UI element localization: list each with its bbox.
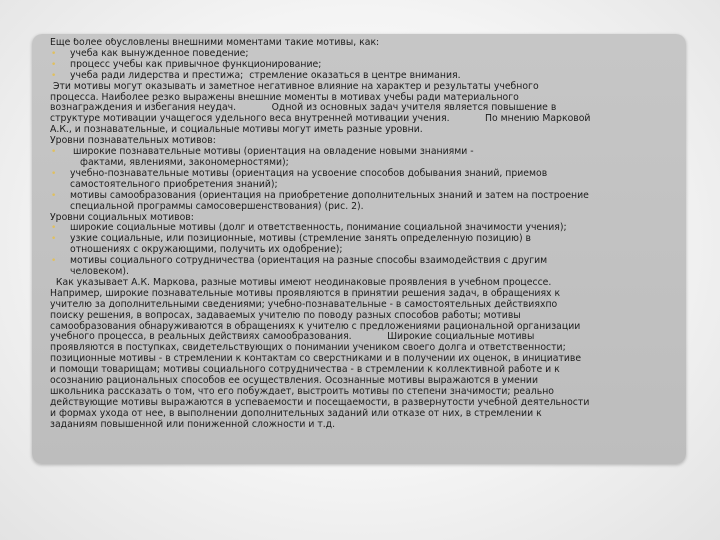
slide-text xyxy=(50,38,678,458)
intro-line: Еще более обусловлены внешними моментами такие мотивы, как: xyxy=(50,38,380,48)
paragraph-line: А.К., и познавательные, и социальные мотивы могут иметь разные уровни. xyxy=(50,124,423,136)
list-item-continuation: самостоятельного приобретения знаний); xyxy=(70,178,278,190)
bullet-icon: • xyxy=(51,147,57,158)
list-item: • мотивы социального сотрудничества (ориентация на разные способы взаимодействия с другим xyxy=(51,255,548,267)
list-item: • учебно-познавательные мотивы (ориентация на усвоение способов добывания знаний, приемов xyxy=(51,167,548,179)
section-heading: Уровни социальных мотивов: xyxy=(50,211,194,223)
list-item: • учеба как вынужденное поведение; xyxy=(51,47,249,59)
paragraph-line: структуре мотивации учащегося удельного веса внутренней мотивации учения. По мнению Марковой xyxy=(50,113,591,125)
list-item: • узкие социальные, или позиционные, мотивы (стремление занять определенную позицию) в xyxy=(51,233,532,245)
paragraph-line: процесса. Наиболее резко выражены внешние моменты в мотивах учебы ради материального xyxy=(50,91,519,103)
paragraph-line: вознаграждения и избегания неудач. Одной из основных задач учителя является повышение в xyxy=(50,102,557,114)
paragraph-line: самообразования обнаруживаются в обращениях к учителю с предложениями рациональной организации xyxy=(50,320,581,332)
paragraph-line: учебного процесса, в реальных действиях самообразования. Широкие социальные мотивы xyxy=(50,331,535,343)
list-item-continuation: специальной программы самосовершенствования) (рис. 2). xyxy=(70,200,364,212)
paragraph-line: учителю за дополнительными сведениями; учебно-познавательные - в самостоятельных действияхпо xyxy=(50,298,558,310)
list-item: • учеба ради лидерства и престижа; стремление оказаться в центре внимания. xyxy=(51,69,461,81)
bullet-icon: • xyxy=(51,168,57,179)
paragraph-line: проявляются в поступках, свидетельствующих о понимании учеником своего долга и ответственности; xyxy=(50,342,566,354)
bullet-icon: • xyxy=(51,48,57,59)
paragraph-line: и формах ухода от нее, в выполнении дополнительных заданий или отказе от них, в стремлении к xyxy=(50,407,542,419)
paragraph-line: Как указывает А.К. Маркова, разные мотивы имеют неодинаковые проявления в учебном процессе. xyxy=(50,276,552,288)
list-item: • широкие познавательные мотивы (ориентация на овладение новыми знаниями - xyxy=(51,146,474,158)
bullet-icon: • xyxy=(51,190,57,201)
list-item-continuation: отношениях с окружающими, получить их одобрение); xyxy=(70,244,343,256)
list-item: • процесс учебы как привычное функционирование; xyxy=(51,58,322,70)
list-item-continuation: фактами, явлениями, закономерностями); xyxy=(80,156,289,168)
paragraph-line: действующие мотивы выражаются в успеваемости и посещаемости, в развернутости учебной деятельности xyxy=(50,396,590,408)
list-item-continuation: человеком). xyxy=(70,266,129,278)
section-heading: Уровни познавательных мотивов: xyxy=(50,135,216,147)
paragraph-line: Например, широкие познавательные мотивы проявляются в принятии решения задач, в обращениях к xyxy=(50,287,561,299)
paragraph-line: позиционные мотивы - в стремлении к контактам со сверстниками и в получении их оценок, в инициативе xyxy=(50,353,582,365)
bullet-icon: • xyxy=(51,256,57,267)
bullet-icon: • xyxy=(51,70,57,81)
list-item: • широкие социальные мотивы (долг и ответственность, понимание социальной значимости учения); xyxy=(51,222,567,234)
paragraph-line: школьника рассказать о том, что его побуждает, выстроить мотивы по степени значимости; реально xyxy=(50,386,554,397)
paragraph-line: заданиям повышенной или пониженной сложности и т.д. xyxy=(50,418,336,430)
bullet-icon: • xyxy=(51,59,57,70)
paragraph-line: поиску решения, в вопросах, задаваемых учителю по поводу разных способов работы; мотивы xyxy=(50,309,521,321)
paragraph-line: осознанию рациональных способов ее осуществления. Осознанные мотивы выражаются в умении xyxy=(50,375,539,387)
bullet-icon: • xyxy=(51,234,57,245)
paragraph-line: и помощи товарищам; мотивы социального сотрудничества - в стремлении к коллективной работе и к xyxy=(50,364,560,376)
paragraph-line: Эти мотивы могут оказывать и заметное негативное влияние на характер и результаты учебного xyxy=(50,80,539,92)
bullet-icon: • xyxy=(51,223,57,234)
list-item: • мотивы самообразования (ориентация на приобретение дополнительных знаний и затем на построение xyxy=(51,189,589,201)
